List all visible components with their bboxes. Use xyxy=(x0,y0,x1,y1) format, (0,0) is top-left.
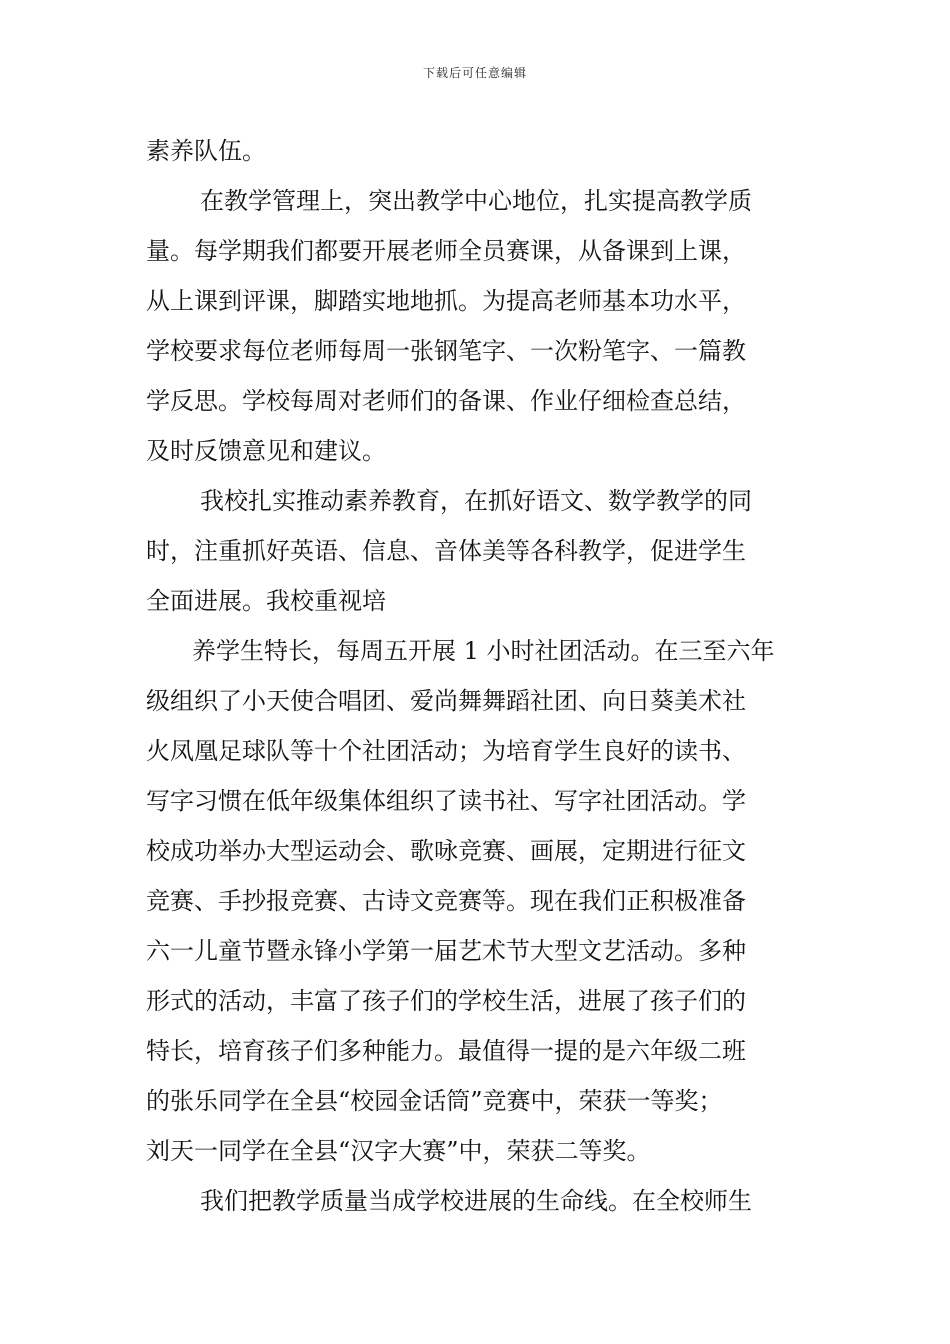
text-line: 级组织了小天使合唱团、爱尚舞舞蹈社团、向日葵美术社 xyxy=(146,687,746,715)
text-line: 的张乐同学在全县“校园金话筒”竞赛中，荣获一等奖； xyxy=(146,1087,723,1115)
page-header-note: 下载后可任意编辑 xyxy=(422,66,527,80)
text-line: 素养队伍。 xyxy=(146,137,266,165)
text-line: 量。每学期我们都要开展老师全员赛课，从备课到上课， xyxy=(146,237,746,265)
text-line: 学校要求每位老师每周一张钢笔字、一次粉笔字、一篇教 xyxy=(146,337,746,365)
text-line: 校成功举办大型运动会、歌咏竞赛、画展，定期进行征文 xyxy=(146,837,746,865)
text-line: 从上课到评课，脚踏实地地抓。为提高老师基本功水平， xyxy=(146,287,746,315)
text-line: 在教学管理上，突出教学中心地位，扎实提高教学质 xyxy=(200,187,752,215)
text-line: 刘天一同学在全县“汉字大赛”中，荣获二等奖。 xyxy=(146,1137,651,1165)
text-line: 我校扎实推动素养教育，在抓好语文、数学教学的同 xyxy=(200,487,752,515)
text-line: 火凤凰足球队等十个社团活动；为培育学生良好的读书、 xyxy=(146,737,746,765)
text-line: 学反思。学校每周对老师们的备课、作业仔细检查总结， xyxy=(146,387,746,415)
text-line: 形式的活动，丰富了孩子们的学校生活，进展了孩子们的 xyxy=(146,987,746,1015)
text-line: 全面进展。我校重视培 xyxy=(146,587,386,615)
text-line: 养学生特长，每周五开展 1 小时社团活动。在三至六年 xyxy=(192,637,775,665)
document-body xyxy=(146,126,806,1226)
text-line: 我们把教学质量当成学校进展的生命线。在全校师生 xyxy=(200,1187,752,1215)
text-line: 特长，培育孩子们多种能力。最值得一提的是六年级二班 xyxy=(146,1037,746,1065)
text-line: 六一儿童节暨永锋小学第一届艺术节大型文艺活动。多种 xyxy=(146,937,746,965)
text-line: 及时反馈意见和建议。 xyxy=(146,437,386,465)
text-line: 写字习惯在低年级集体组织了读书社、写字社团活动。学 xyxy=(146,787,746,815)
text-line: 时，注重抓好英语、信息、音体美等各科教学，促进学生 xyxy=(146,537,746,565)
text-line: 竞赛、手抄报竞赛、古诗文竞赛等。现在我们正积极准备 xyxy=(146,887,746,915)
